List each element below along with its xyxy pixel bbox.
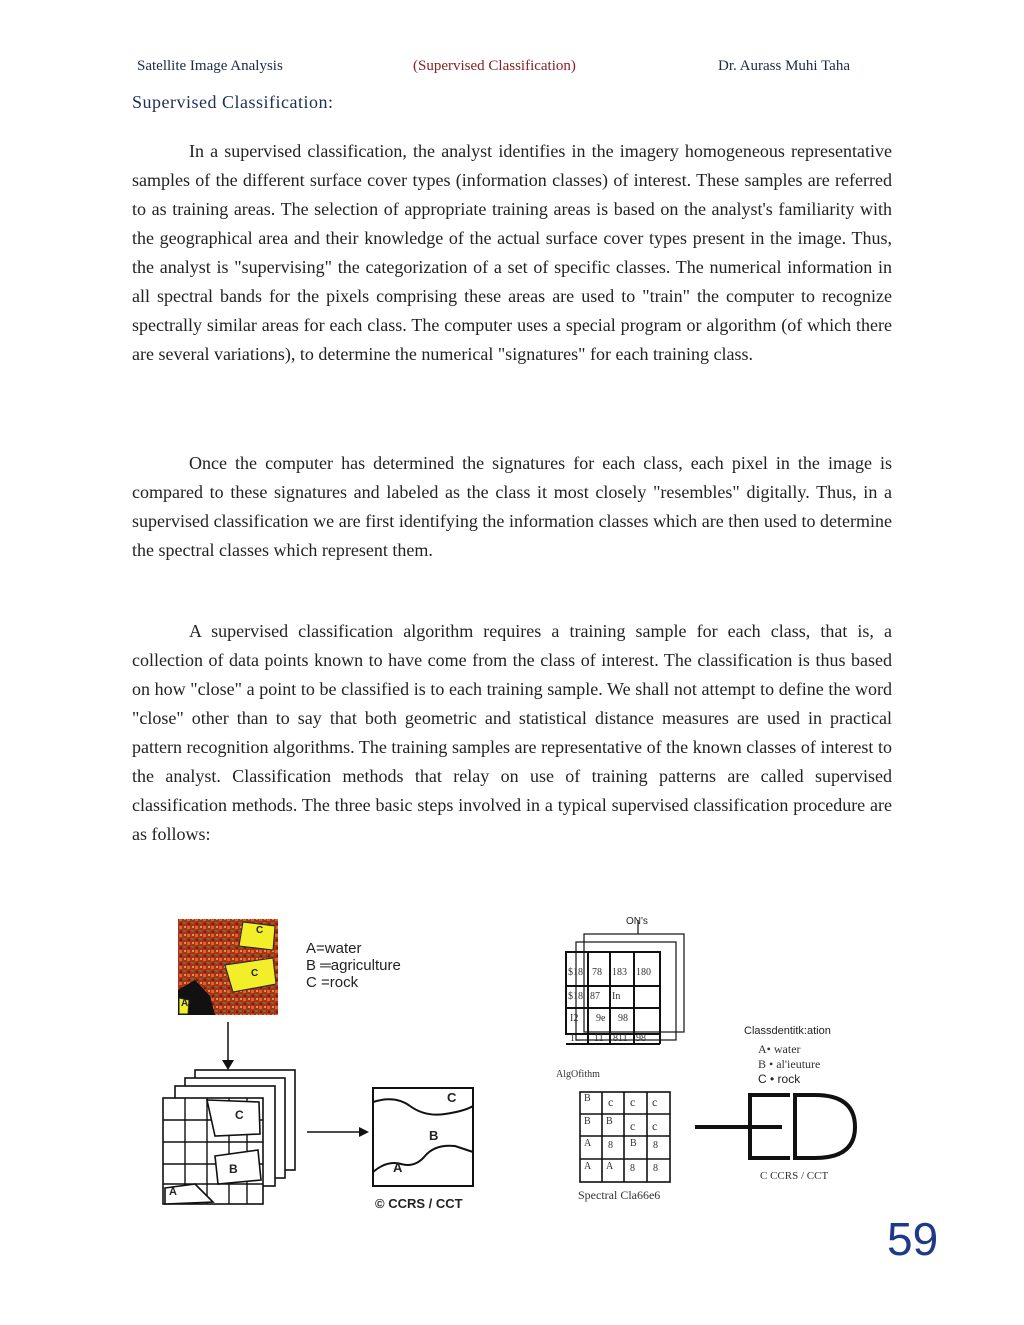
dn-cell: $18	[568, 967, 583, 978]
dn-cell: 98	[636, 1033, 646, 1044]
header-left: Satellite Image Analysis	[137, 58, 283, 74]
image-label-a: A	[181, 998, 189, 1009]
class-cell: B	[606, 1116, 613, 1127]
legend-water: A=water	[306, 940, 362, 957]
class-cell: c	[652, 1119, 658, 1133]
page-number: 59	[887, 1213, 939, 1265]
header-right: Dr. Aurass Muhi Taha	[718, 58, 850, 74]
class-cell: c	[630, 1095, 636, 1109]
class-cell: 8	[608, 1140, 613, 1151]
image-label-c2: C	[251, 968, 259, 979]
dn-cell: 180	[636, 967, 651, 978]
dn-cell: 87	[590, 991, 600, 1002]
section-title: Supervised Classification:	[132, 92, 334, 112]
paragraph-1: In a supervised classification, the analyst identifies in the imagery homogeneous representative samples of the different surface cover types (information classes) of interest. These samples are referred to as training areas. The selection of appropriate training areas is based on the analyst's familiarity with the geographical area and their knowledge of the actual surface cover types present in the image. Thus, the analyst is "supervising" the categorization of a set of specific classes. The numerical information in all spectral bands for the pixels comprising these areas are used to "train" the computer to recognize spectrally similar areas for each class. The computer uses a special program or algorithm (of which there are several variations), to determine the numerical "signatures" for each training class.	[132, 141, 892, 364]
class-cell: B	[584, 1116, 591, 1127]
dn-cell: In	[612, 991, 621, 1002]
spectral-classes-label: Spectral Cla66e6	[578, 1188, 661, 1202]
dn-cell: I2	[570, 1013, 579, 1024]
image-label-c1: C	[256, 925, 264, 936]
class-cell: B	[630, 1138, 637, 1149]
class-cell: A	[584, 1138, 592, 1149]
header-center: (Supervised Classification)	[413, 58, 576, 74]
identification-item-rock: C • rock	[758, 1072, 801, 1086]
grid-label-a: A	[169, 1186, 177, 1198]
map-label-b: B	[429, 1128, 439, 1143]
class-cell: 8	[630, 1163, 635, 1174]
figure-left	[155, 910, 495, 1220]
class-cell: c	[652, 1095, 658, 1109]
dn-cell: 811	[613, 1033, 628, 1044]
figure-right-graphic	[550, 912, 870, 1212]
figure-right-credit: C CCRS / CCT	[760, 1170, 829, 1182]
figure-left-legend	[306, 940, 401, 991]
class-cell: A	[584, 1161, 592, 1172]
dn-cell: $18	[568, 991, 583, 1002]
identification-list	[758, 1042, 820, 1087]
dns-label: ON's	[626, 916, 648, 927]
class-cell: c	[608, 1095, 614, 1109]
map-label-c: C	[447, 1090, 457, 1105]
grid-label-b: B	[229, 1162, 238, 1176]
legend-rock: C =rock	[306, 974, 359, 991]
legend-agriculture: B ═agriculture	[306, 957, 401, 974]
identification-item-agriculture: B • al'ieuture	[758, 1057, 821, 1071]
dn-cell: 1..	[570, 1033, 580, 1044]
class-cell: 8	[653, 1140, 658, 1151]
grid-label-c: C	[235, 1108, 244, 1122]
identification-title: Classdentitk:ation	[744, 1025, 831, 1037]
map-label-a: A	[393, 1160, 403, 1175]
paragraph-2: Once the computer has determined the signatures for each class, each pixel in the image is compared to these signatures and labeled as the class it most closely "resembles" digitally. Thus, in a supervised classification we are first identifying the information classes which are then used to determine the spectral classes which represent them.	[132, 453, 892, 560]
paragraph-3: A supervised classification algorithm requires a training sample for each class, that is, a collection of data points known to have come from the class of interest. The classification is thus based on how "close" a point to be classified is to each training sample. We shall not attempt to define the word "close" other than to say that both geometric and statistical distance measures are used in practical pattern recognition algorithms. The training samples are representative of the known classes of interest to the analyst. Classification methods that relay on use of training patterns are called supervised classification methods. The three basic steps involved in a typical supervised classification procedure are as follows:	[132, 621, 892, 844]
dn-cell: 9e	[596, 1013, 606, 1024]
identification-item-water: A• water	[758, 1042, 801, 1056]
dn-cell: 98	[618, 1013, 628, 1024]
class-cell: B	[584, 1093, 591, 1104]
class-cell: A	[606, 1161, 614, 1172]
class-cell: c	[630, 1119, 636, 1133]
figure-left-credit: © CCRS / CCT	[375, 1196, 463, 1211]
algorithm-label: AlgOfithm	[556, 1069, 600, 1080]
class-cell: 8	[653, 1163, 658, 1174]
dn-cell: 183	[612, 967, 627, 978]
dn-cell: 78	[592, 967, 602, 978]
figure-right	[550, 912, 870, 1212]
dn-cell: 11	[594, 1033, 604, 1044]
